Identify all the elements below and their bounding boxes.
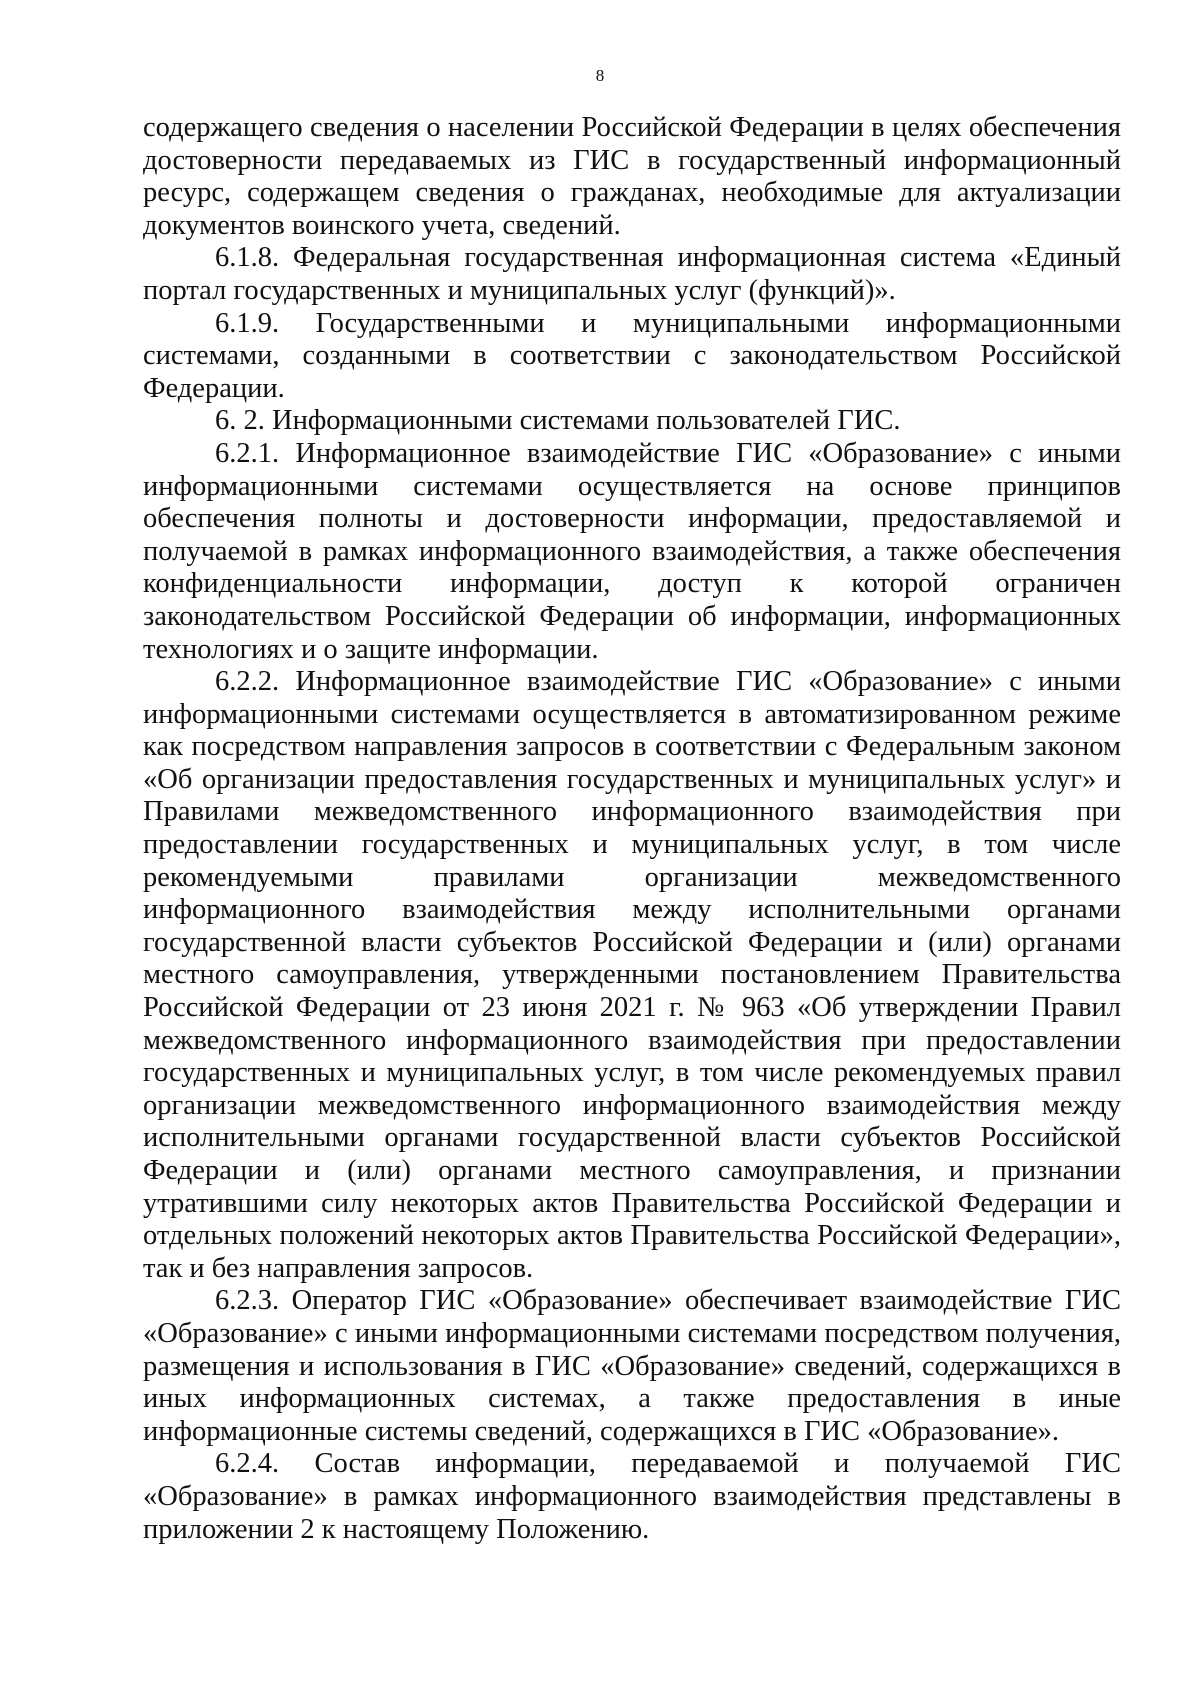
page-number: 8 (595, 66, 605, 85)
paragraph-6-2-2: 6.2.2. Информационное взаимодействие ГИС «Образование» с иными информационными системами осуществляется в автоматизированном режиме как посредством направления запросов в соответствии с Федеральным законом «Об организации предоставления государственных и муниципальных услуг» и Правилами межведомственного информационного взаимодействия при предоставлении государственных и муниципальных услуг, в том числе рекомендуемыми правилами организации межведомственного информационного взаимодействия между исполнительными органами государственной власти субъектов Российской Федерации и (или) органами местного самоуправления, утвержденными постановлением Правительства Российской Федерации от 23 июня 2021 г. № 963 «Об утверждении Правил межведомственного информационного взаимодействия при предоставлении государственных и муниципальных услуг, в том числе рекомендуемых правил организации межведомственного информационного взаимодействия между исполнительными органами государственной власти субъектов Российской Федерации и (или) органами местного самоуправления, и признании утратившими силу некоторых актов Правительства Российской Федерации и отдельных положений некоторых актов Правительства Российской Федерации», так и без направления запросов. (143, 666, 1121, 1284)
paragraph-6-1-8: 6.1.8. Федеральная государственная информационная система «Единый портал государственных и муниципальных услуг (функций)». (143, 242, 1121, 306)
paragraph-6-2-1: 6.2.1. Информационное взаимодействие ГИС «Образование» с иными информационными системами осуществляется на основе принципов обеспечения полноты и достоверности информации, предоставляемой и получаемой в рамках информационного взаимодействия, а также обеспечения конфиденциальности информации, доступ к которой ограничен законодательством Российской Федерации об информации, информационных технологиях и о защите информации. (143, 437, 1121, 665)
paragraph-6-2-4: 6.2.4. Состав информации, передаваемой и получаемой ГИС «Образование» в рамках информационного взаимодействия представлены в приложении 2 к настоящему Положению. (143, 1448, 1121, 1545)
paragraph-6-2: 6. 2. Информационными системами пользователей ГИС. (215, 405, 901, 437)
paragraph-6-2-3: 6.2.3. Оператор ГИС «Образование» обеспечивает взаимодействие ГИС «Образование» с иными информационными системами посредством получения, размещения и использования в ГИС «Образование» сведений, содержащихся в иных информационных системах, а также предоставления в иные информационные системы сведений, содержащихся в ГИС «Образование». (143, 1285, 1121, 1447)
paragraph-continuation: содержащего сведения о населении Российской Федерации в целях обеспечения достоверности передаваемых из ГИС в государственный информационный ресурс, содержащем сведения о гражданах, необходимые для актуализации документов воинского учета, сведений. (143, 112, 1121, 241)
paragraph-6-1-9: 6.1.9. Государственными и муниципальными информационными системами, созданными в соответствии с законодательством Российской Федерации. (143, 307, 1121, 404)
document-body (143, 112, 1121, 1546)
